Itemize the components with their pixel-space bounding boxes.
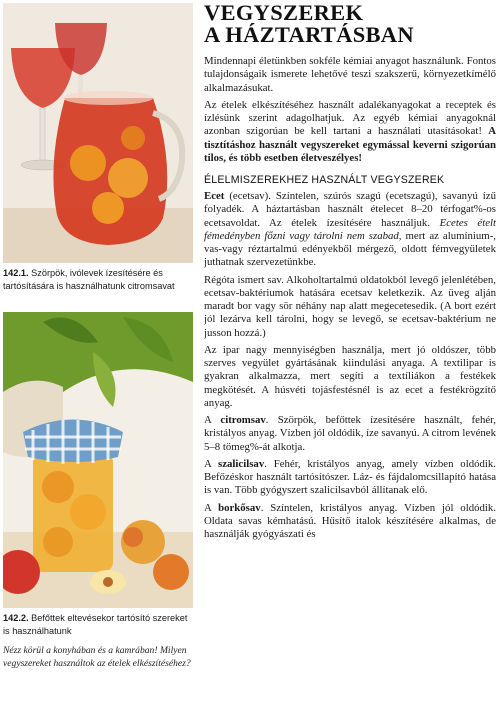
- left-column: [0, 0, 194, 707]
- ecet-paragraph-1: [204, 190, 496, 270]
- szalicilsav-paragraph: [204, 458, 496, 498]
- citromsav-text: . Szörpök, befőttek ízesítésére használt, fehér, kristályos anyag. Vízben jól oldódik, íze savanyú. A citrom levének 5–8 tömeg%-át alkotja.: [204, 414, 496, 453]
- intro-paragraph-2: [204, 99, 496, 165]
- lemonade-pitcher-photo: [3, 3, 193, 263]
- term-borkosav: borkősav: [218, 501, 261, 514]
- ecet-paragraph-3: Az ipar nagy mennyiségben használja, mert jó oldószer, több szerves vegyület gyártásának kiindulási anyaga. A textilipar is gyakran alkalmazza, mert segíti a textíliákon a festékek megkötését. A húsvéti tojásfestésnél is az ecet a festékrögzítő anyag.: [204, 343, 496, 409]
- szalicilsav-prefix: A: [204, 457, 219, 470]
- side-question: Nézz körül a konyhában és a kamrában! Milyen vegyszereket használtok az ételek elkészítéséhez?: [3, 645, 191, 669]
- borkosav-paragraph: [204, 502, 496, 542]
- caption-number: 142.1.: [3, 268, 29, 278]
- chemicals-section: [204, 190, 496, 541]
- intro-paragraph-1: Mindennapi életünkben sokféle kémiai anyagot használunk. Fontos tulajdonságaik ismerete lehetővé teszi szakszerű, környezetkímélő alkalmazásukat.: [204, 55, 496, 94]
- safety-warning: A tisztításhoz használt vegyszereket egymással keverni szigorúan tilos, és több esetben életveszélyes!: [204, 125, 496, 164]
- page-title: [204, 0, 496, 46]
- ecet-warning: Ecetes ételt fémedényben főzni vagy tárolni nem szabad,: [204, 216, 496, 242]
- citromsav-paragraph: [204, 414, 496, 454]
- ecet-paragraph-2: Régóta ismert sav. Alkoholtartalmú oldatokból levegő jelenlétében, ecetsav-baktériumok hatására ecetsav keletkezik. Az üveg alján maradt bor vagy sör néhány nap alatt megecetesedik. (A bort ezért jól lezárva kell tárolni, hogy se levegő, se ecetsav-baktérium ne jusson hozzá.): [204, 273, 496, 339]
- term-citromsav: citromsav: [220, 414, 266, 426]
- borkosav-text: . Színtelen, kristályos anyag. Vízben jól oldódik. Oldata savas kémhatású. Hűsítő italok készítésére alkalmas, de használják gyógyászati és: [204, 501, 496, 540]
- szalicilsav-text: . Fehér, kristályos anyag, amely vízben oldódik. Befőzéskor használt tartósítószer. Láz- és fájdalomcsillapító hatása is van. Több gyógyszert szalicilsavból állítanak elő.: [204, 457, 496, 497]
- term-szalicilsav: szalicilsav: [218, 457, 265, 470]
- caption-text: Szörpök, ivólevek ízesítésére és tartósítására is használhatunk citromsavat: [3, 268, 175, 291]
- caption-number: 142.2.: [3, 613, 29, 623]
- term-ecet: Ecet: [204, 190, 225, 202]
- figure-caption-1: [3, 267, 193, 292]
- figure-caption-2: [3, 612, 193, 637]
- main-column: [204, 0, 496, 707]
- ecet-text-2: mert az alumínium-, vas-vagy réztartalmú edényekből mérgező, oldott fémvegyületek juthatnak szervezetünkbe.: [204, 229, 496, 269]
- ecet-text-1: (ecetsav). Színtelen, szúrós szagú (ecetszagú), savanyú ízű folyadék. A háztartásban használt ételecet 8–20 térfogat%-os ecetsavoldat. Az ételek ízesítésére használjuk.: [204, 190, 496, 229]
- caption-text: Befőttek eltevésekor tartósító szereket is használhatunk: [3, 613, 188, 636]
- intro-p2-text: Az ételek elkészítéséhez használt adalékanyagokat a receptek és ízlésünk szerint adagolhatjuk. Az egyéb kémiai anyagoknál azonban szigorúan be kell tartani a használati utasításokat!: [204, 98, 496, 138]
- title-line-1: VEGYSZEREK: [204, 0, 364, 25]
- borkosav-prefix: A: [204, 501, 219, 514]
- section-heading: ÉLELMISZEREKHEZ HASZNÁLT VEGYSZEREK: [204, 174, 445, 186]
- title-line-2: A HÁZTARTÁSBAN: [204, 22, 414, 47]
- citromsav-prefix: A: [204, 414, 221, 426]
- preserves-jar-photo: [3, 312, 193, 608]
- intro-section: [204, 55, 496, 165]
